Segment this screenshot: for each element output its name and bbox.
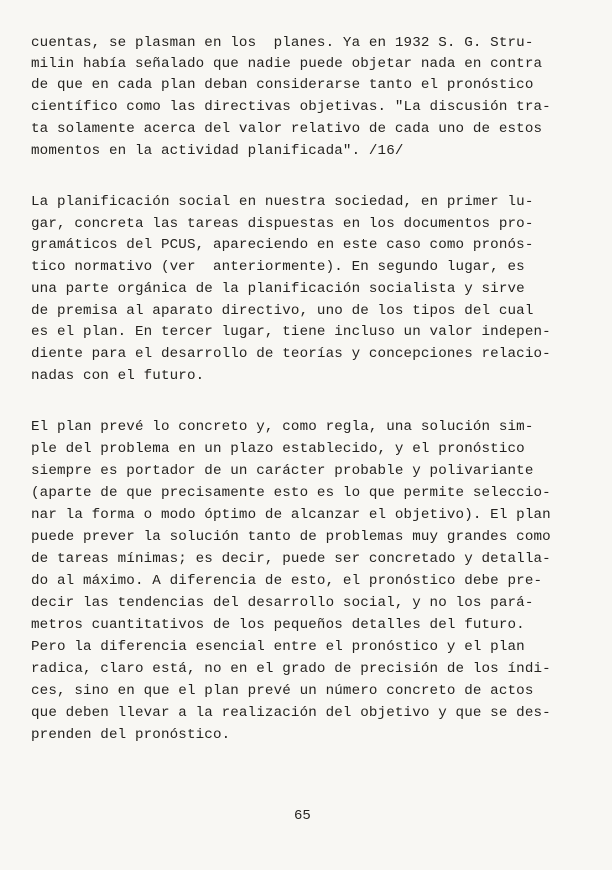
paragraph-3-line-15: prenden del pronóstico. — [31, 727, 231, 743]
paragraph-3-line-12: radica, claro está, no en el grado de precisión de los índi- — [31, 661, 551, 677]
paragraph-3-line-1: El plan prevé lo concreto y, como regla, una solución sim- — [31, 419, 534, 435]
paragraph-2-line-4: tico normativo (ver anteriormente). En segundo lugar, es — [31, 259, 525, 275]
paragraph-2-line-8: diente para el desarrollo de teorías y concepciones relacio- — [31, 346, 551, 362]
paragraph-3-line-14: que deben llevar a la realización del objetivo y que se des- — [31, 705, 551, 721]
paragraph-1-line-3: de que en cada plan deban considerarse tanto el pronóstico — [31, 77, 534, 93]
paragraph-1-line-2: milin había señalado que nadie puede objetar nada en contra — [31, 56, 543, 72]
paragraph-2-line-3: gramáticos del PCUS, apareciendo en este caso como pronós- — [31, 237, 534, 253]
paragraph-3-line-2: ple del problema en un plazo establecido, y el pronóstico — [31, 441, 525, 457]
page-number: 65 — [294, 808, 311, 824]
paragraph-2-line-5: una parte orgánica de la planificación socialista y sirve — [31, 281, 525, 297]
paragraph-2-line-2: gar, concreta las tareas dispuestas en los documentos pro- — [31, 216, 534, 232]
paragraph-2-line-7: es el plan. En tercer lugar, tiene incluso un valor indepen- — [31, 324, 551, 340]
paragraph-3-line-4: (aparte de que precisamente esto es lo que permite seleccio- — [31, 485, 551, 501]
paragraph-3-line-7: de tareas mínimas; es decir, puede ser concretado y detalla- — [31, 551, 551, 567]
paragraph-2-line-9: nadas con el futuro. — [31, 368, 205, 384]
paragraph-3-line-3: siempre es portador de un carácter probable y polivariante — [31, 463, 534, 479]
paragraph-1-line-6: momentos en la actividad planificada". /16/ — [31, 143, 404, 159]
paragraph-3-line-9: decir las tendencias del desarrollo social, y no los pará- — [31, 595, 534, 611]
paragraph-1-line-5: ta solamente acerca del valor relativo de cada uno de estos — [31, 121, 543, 137]
paragraph-3-line-11: Pero la diferencia esencial entre el pronóstico y el plan — [31, 639, 525, 655]
paragraph-3-line-13: ces, sino en que el plan prevé un número concreto de actos — [31, 683, 534, 699]
paragraph-2-line-1: La planificación social en nuestra sociedad, en primer lu- — [31, 194, 534, 210]
paragraph-3-line-5: nar la forma o modo óptimo de alcanzar el objetivo). El plan — [31, 507, 551, 523]
paragraph-1-line-1: cuentas, se plasman en los planes. Ya en 1932 S. G. Stru- — [31, 35, 534, 51]
paragraph-2-line-6: de premisa al aparato directivo, uno de los tipos del cual — [31, 303, 534, 319]
paragraph-3-line-8: do al máximo. A diferencia de esto, el pronóstico debe pre- — [31, 573, 543, 589]
paragraph-1-line-4: científico como las directivas objetivas. "La discusión tra- — [31, 99, 551, 115]
paragraph-3-line-6: puede prever la solución tanto de problemas muy grandes como — [31, 529, 551, 545]
paragraph-3-line-10: metros cuantitativos de los pequeños detalles del futuro. — [31, 617, 525, 633]
